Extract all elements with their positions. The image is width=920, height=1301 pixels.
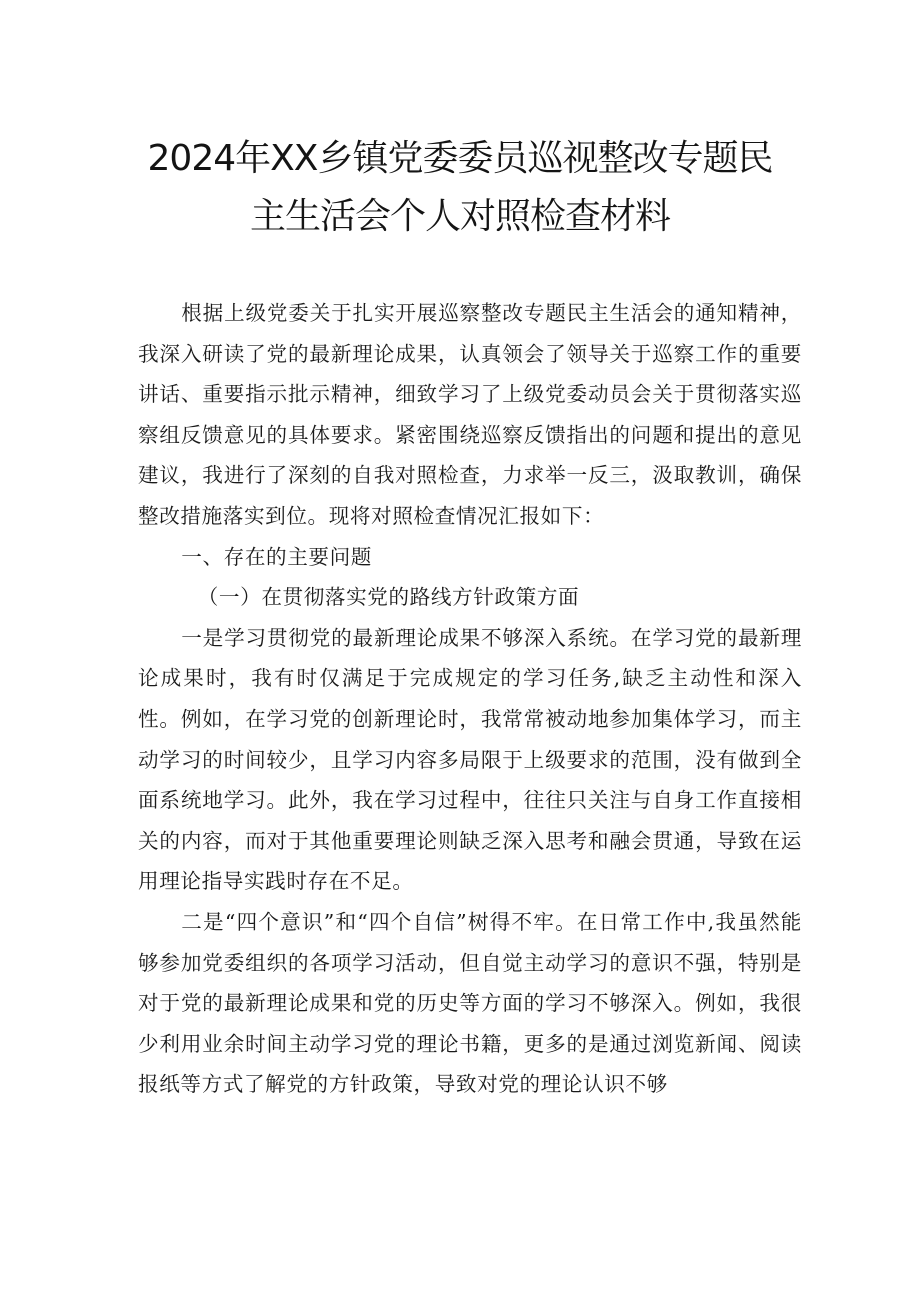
document-title — [0, 130, 920, 246]
title-line-1: 2024年XX乡镇党委委员巡视整改专题民 — [147, 138, 773, 179]
title-line-2: 主生活会个人对照检查材料 — [249, 196, 670, 237]
document-body — [138, 293, 802, 1105]
intro-paragraph: 根据上级党委关于扎实开展巡察整改专题民主生活会的通知精神，我深入研读了党的最新理论成果，认真领会了领导关于巡察工作的重要讲话、重要指示批示精神，细致学习了上级党委动员会关于贯彻落实巡察组反馈意见的具体要求。紧密围绕巡察反馈指出的问题和提出的意见建议，我进行了深刻的自我对照检查，力求举一反三，汲取教训，确保整改措施落实到位。现将对照检查情况汇报如下： — [138, 301, 802, 528]
subsection-heading: （一）在贯彻落实党的路线方针政策方面 — [197, 585, 580, 610]
section-heading: 一、存在的主要问题 — [181, 544, 372, 569]
body-paragraph: 二是“四个意识”和“四个自信”树得不牢。在日常工作中,我虽然能够参加党委组织的各项学习活动，但自觉主动学习的意识不强，特别是对于党的最新理论成果和党的历史等方面的学习不够深入。例如，我很少利用业余时间主动学习党的理论书籍，更多的是通过浏览新闻、阅读报纸等方式了解党的方针政策，导致对党的理论认识不够 — [138, 909, 802, 1097]
body-paragraph: 一是学习贯彻党的最新理论成果不够深入系统。在学习党的最新理论成果时，我有时仅满足于完成规定的学习任务,缺乏主动性和深入性。例如，在学习党的创新理论时，我常常被动地参加集体学习，而主动学习的时间较少，且学习内容多局限于上级要求的范围，没有做到全面系统地学习。此外，我在学习过程中，往往只关注与自身工作直接相关的内容，而对于其他重要理论则缺乏深入思考和融会贯通，导致在运用理论指导实践时存在不足。 — [138, 625, 802, 894]
